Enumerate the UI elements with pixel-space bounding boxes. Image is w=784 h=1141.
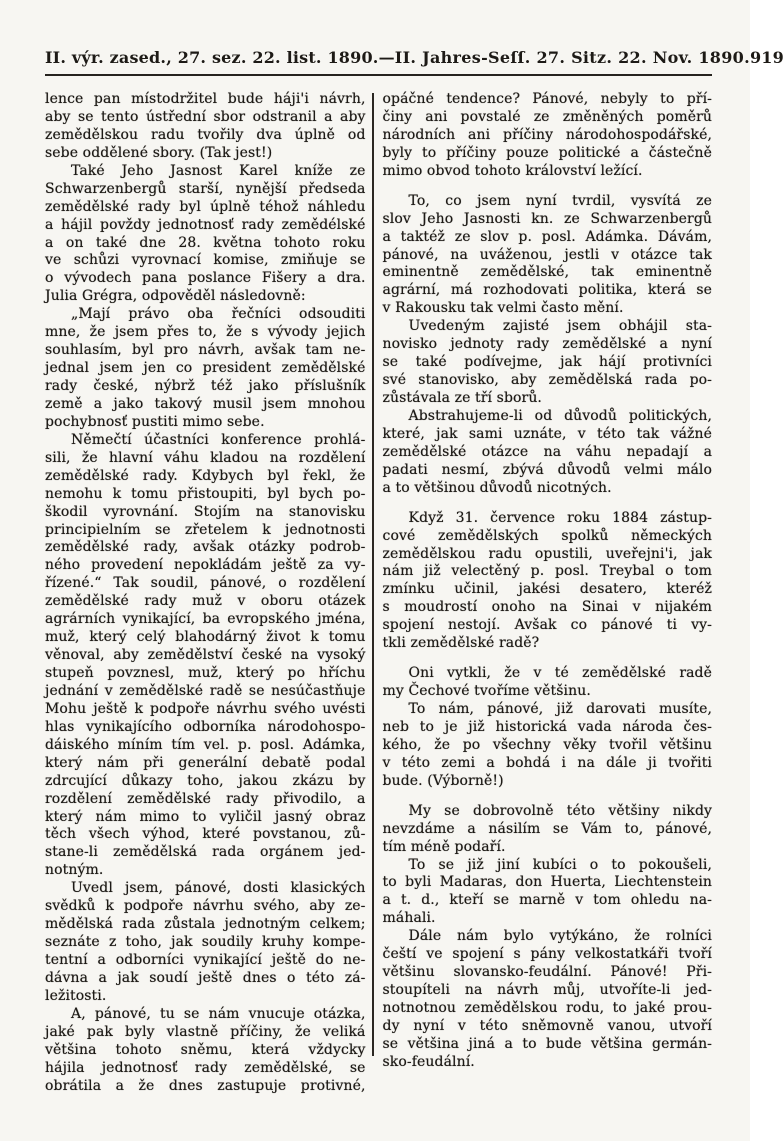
text-line: ležitosti. <box>45 987 107 1004</box>
text-line: věnoval, aby zemědělství české na vysoký <box>45 647 366 664</box>
text-line: stane-li zemědělská rada orgánem jed- <box>45 844 366 861</box>
text-line: rady české, nýbrž též jako příslušník <box>45 378 366 394</box>
page-number: 919 <box>749 48 784 67</box>
text-line: se také podívejme, jak hájí protivníci <box>382 354 713 371</box>
text-line: jednání v zemědělské radě se nesúčastňuje <box>45 682 366 699</box>
paragraph <box>383 91 713 181</box>
text-line: notným. <box>45 862 104 879</box>
text-line: tentní a odborníci vynikající ještě do ne- <box>45 952 366 968</box>
text-line: Když 31. července roku 1884 zástup- <box>408 509 713 526</box>
text-line: Mohu ještě k podpoře návrhu svého uvésti <box>45 700 366 717</box>
paragraph <box>45 306 366 432</box>
paragraph <box>383 665 713 701</box>
text-line: zemědělské rady byl úplně téhož náhledu <box>45 198 366 215</box>
text-line: zemědělské rady, avšak otázky podrob- <box>45 539 366 556</box>
text-line: sko-feudální. <box>382 1053 475 1070</box>
text-line: seznáte z toho, jak soudily kruhy kompe- <box>45 934 366 951</box>
text-line: opáčné tendence? Pánové, nebyly to pří- <box>382 91 713 107</box>
text-line: ve schůzi vyrovnací komise, zmiňuje se <box>45 252 366 269</box>
column-right <box>383 91 713 1096</box>
paragraph <box>45 91 366 163</box>
text-line: mědělská rada zůstala jednotným celkem; <box>45 916 366 933</box>
text-line: s moudrostí onoho na Sinai v nijakém <box>382 599 713 616</box>
text-line: zdrcující důkazy toho, jakou zkázu by <box>45 772 366 789</box>
text-line: dávna a jak soudí ještě dnes o této zá- <box>45 969 366 986</box>
text-line: notnotnou zemědělskou rodu, to jaké prou- <box>382 1000 713 1016</box>
text-line: máhali. <box>382 910 436 927</box>
text-line: novisko jednoty rady zemědělské a nyní <box>382 336 713 353</box>
text-line: v Rakousku tak velmi často mění. <box>382 300 624 317</box>
text-line: většinu slovansko-feudální. Pánové! Při- <box>382 964 713 981</box>
text-line: eminentně zemědělské, tak eminentně <box>382 264 713 281</box>
text-line: Abstrahujeme-li od důvodů politických, <box>408 407 713 424</box>
text-line: o vývodech pana poslance Fišery a dra. <box>45 270 366 287</box>
text-line: svědků k podpoře návrhu svého, aby ze- <box>45 898 366 915</box>
text-line: pánové, na uváženou, jestli v otázce tak <box>382 246 713 263</box>
text-line: zemědělskou radu tvořily dva úplně od <box>45 126 366 143</box>
text-line: své stanovisko, aby zemědělská rada po- <box>382 372 713 389</box>
text-line: většina tohoto sněmu, která vždycky <box>45 1041 366 1058</box>
text-line: hlas vynikajícího odborníka národohospo- <box>45 718 366 735</box>
text-line: a hájil povždy jednotnosť rady zemědélské <box>45 216 366 233</box>
text-line: byly to příčiny pouze politické a částečně <box>382 144 713 161</box>
text-line: dy nyní v této sněmovně vanou, utvoří <box>382 1017 713 1034</box>
header-czech-session: II. výr. zased., 27. sez. 22. list. 1890. <box>45 48 379 67</box>
text-line: To, co jsem nyní tvrdil, vysvítá ze <box>408 192 713 209</box>
text-line: rozdělení zemědělské rady přivodilo, a <box>45 790 366 807</box>
column-left <box>45 91 366 1096</box>
text-line: neb to je již historická vada národa čes- <box>382 718 713 735</box>
text-line: my Čechové tvoříme většinu. <box>382 683 591 700</box>
text-line: sebe oddělené sbory. (Tak jest!) <box>45 144 273 161</box>
text-line: který nám při generální debatě podal <box>45 754 366 771</box>
text-line: Oni vytkli, že v té zemědělské radě <box>408 665 713 682</box>
paragraph <box>383 408 713 498</box>
paragraph <box>383 928 713 1072</box>
text-line: zemědělské otázce na váhu nepadají a <box>382 443 713 460</box>
text-line: národních ani příčiny národohospodářské, <box>382 126 713 143</box>
text-line: Julia Grégra, odpověděl následovně: <box>45 288 306 305</box>
text-line: cové zemědělských spolků německých <box>382 527 713 544</box>
text-line: agrární, má rozhodovati politika, která se <box>382 282 713 299</box>
column-divider-rule <box>372 93 374 1056</box>
text-line: zemědělskou radu opustili, uveřejni'i, jak <box>382 545 713 562</box>
text-line: obrátila a že dnes zastupuje protivné, <box>45 1077 366 1094</box>
text-line: souhlasím, byl pro návrh, avšak tam ne- <box>45 342 366 359</box>
text-line: řízené.“ Tak soudil, pánové, o rozdělení <box>45 575 366 592</box>
text-line: agrárních vynikající, ba evropského jména, <box>45 611 366 628</box>
text-line: slov Jeho Jasnosti kn. ze Schwarzenbergů <box>382 210 713 227</box>
paragraph <box>45 880 366 1006</box>
text-line: My se dobrovolně této většiny nikdy <box>408 802 713 819</box>
paragraph <box>45 163 366 307</box>
text-line: dáiského míním tím vel. p. posl. Adámka, <box>45 736 366 753</box>
header-separator-dash: — <box>378 48 395 67</box>
text-line: hájila jednotnosť rady zemědělské, se <box>45 1059 366 1076</box>
text-line: těch všech výhod, které povstanou, zů- <box>45 826 366 843</box>
text-line: tkli zemědělské radě? <box>382 635 540 652</box>
text-line: bude. (Výborně!) <box>382 772 504 789</box>
text-line: zmínku učinil, jakési desatero, kteréž <box>382 581 713 598</box>
paragraph <box>45 1006 366 1096</box>
text-line: Uvedeným zajisté jsem obhájil sta- <box>408 318 713 335</box>
text-line: pochybnosť pustiti mimo sebe. <box>45 413 265 430</box>
text-line: spojení nestojí. Avšak co pánové ti vy- <box>382 617 713 634</box>
text-line: čeští ve spojení s pány velkostatkáři tvoří <box>382 946 713 963</box>
text-line: To nám, pánové, již darovati musíte, <box>408 701 713 717</box>
text-line: kého, že po všechny věky tvořil většinu <box>382 736 713 753</box>
text-line: tím méně podaří. <box>382 838 506 855</box>
text-line: a t. d., kteří se marně v tom ohledu na- <box>382 892 713 909</box>
paragraph <box>383 857 713 929</box>
text-line: padati nesmí, zbývá důvodů velmi málo <box>382 461 713 478</box>
text-line: mimo obvod tohoto království ležící. <box>382 162 643 179</box>
text-line: Schwarzenbergů starší, nynější předseda <box>45 180 366 197</box>
paragraph <box>383 803 713 857</box>
text-line: zemědělské rady muž v oboru otázek <box>45 593 366 610</box>
text-line: aby se tento ústřední sbor odstranil a aby <box>45 108 366 125</box>
text-line: stupeň povznesl, muž, který po hříchu <box>45 665 366 681</box>
text-line: Němečtí účastníci konference prohlá- <box>71 431 366 448</box>
text-line: ného provedení nepokládám ještě za vy- <box>45 557 366 574</box>
text-line: lence pan místodržitel bude háji'i návrh, <box>45 91 366 107</box>
text-line: muž, který celý blahodárný život k tomu <box>45 629 366 646</box>
header-german-session: II. Jahres-Seſſ. 27. Sitz. 22. Nov. 1890. <box>394 48 750 67</box>
paragraph <box>383 193 713 319</box>
text-line: nám již velectěný p. posl. Treybal o tom <box>382 563 713 580</box>
text-line: v této zemi a bohdá i na dále ji tvořiti <box>382 754 713 771</box>
text-line: který nám mimo to vyličil jasný obraz <box>45 808 366 825</box>
paragraph <box>383 701 713 791</box>
text-line: A, pánové, tu se nám vnucuje otázka, <box>71 1005 366 1022</box>
text-line: principielním se zřetelem k jednotnosti <box>45 521 366 538</box>
text-line: mne, že jsem přes to, že s vývody jejich <box>45 324 366 341</box>
paragraph <box>383 318 713 408</box>
text-line: a to většinou důvodů nicotných. <box>382 479 612 496</box>
text-line: se většina jiná a to bude většina germán- <box>382 1035 713 1052</box>
text-line: země a jako takový musil jsem mnohou <box>45 395 366 412</box>
text-line: a on také dne 28. května tohoto roku <box>45 234 366 251</box>
running-header <box>45 48 784 76</box>
paragraph <box>383 510 713 654</box>
text-line: a taktéž ze slov p. posl. Adámka. Dávám, <box>382 228 713 245</box>
text-line: činy ani povstalé ze změněných poměrů <box>382 108 713 125</box>
text-line: To se již jiní kubíci o to pokoušeli, <box>408 856 713 873</box>
text-line: jednal jsem jen co president zemědělské <box>45 360 366 377</box>
text-line: Také Jeho Jasnost Karel kníže ze <box>71 162 366 179</box>
text-line: zůstávala ze tří sborů. <box>382 390 542 406</box>
text-line: zemědělské rady. Kdybych byl řekl, že <box>45 467 366 484</box>
text-line: Uvedl jsem, pánové, dosti klasických <box>71 880 366 897</box>
text-line: sili, že hlavní váhu kladou na rozdělení <box>45 449 366 466</box>
text-line: Dále nám bylo vytýkáno, že rolníci <box>408 928 713 945</box>
paragraph <box>45 432 366 880</box>
two-column-text-block <box>45 91 712 1096</box>
text-line: nevzdáme a násilím se Vám to, pánové, <box>382 820 713 837</box>
text-line: jaké pak byly vlastně příčiny, že veliká <box>45 1023 366 1040</box>
text-line: to byli Madaras, don Huerta, Liechtenstein <box>382 874 713 891</box>
text-line: „Mají právo oba řečníci odsouditi <box>71 306 366 323</box>
text-line: které, jak sami uznáte, v této tak vážné <box>382 425 713 442</box>
text-line: nemohu k tomu přistoupiti, byl bych po- <box>45 485 366 502</box>
text-line: stoupíteli na návrh můj, utvoříte-li jed- <box>382 982 713 999</box>
text-line: škodil vyrovnání. Stojím na stanovisku <box>45 503 366 520</box>
